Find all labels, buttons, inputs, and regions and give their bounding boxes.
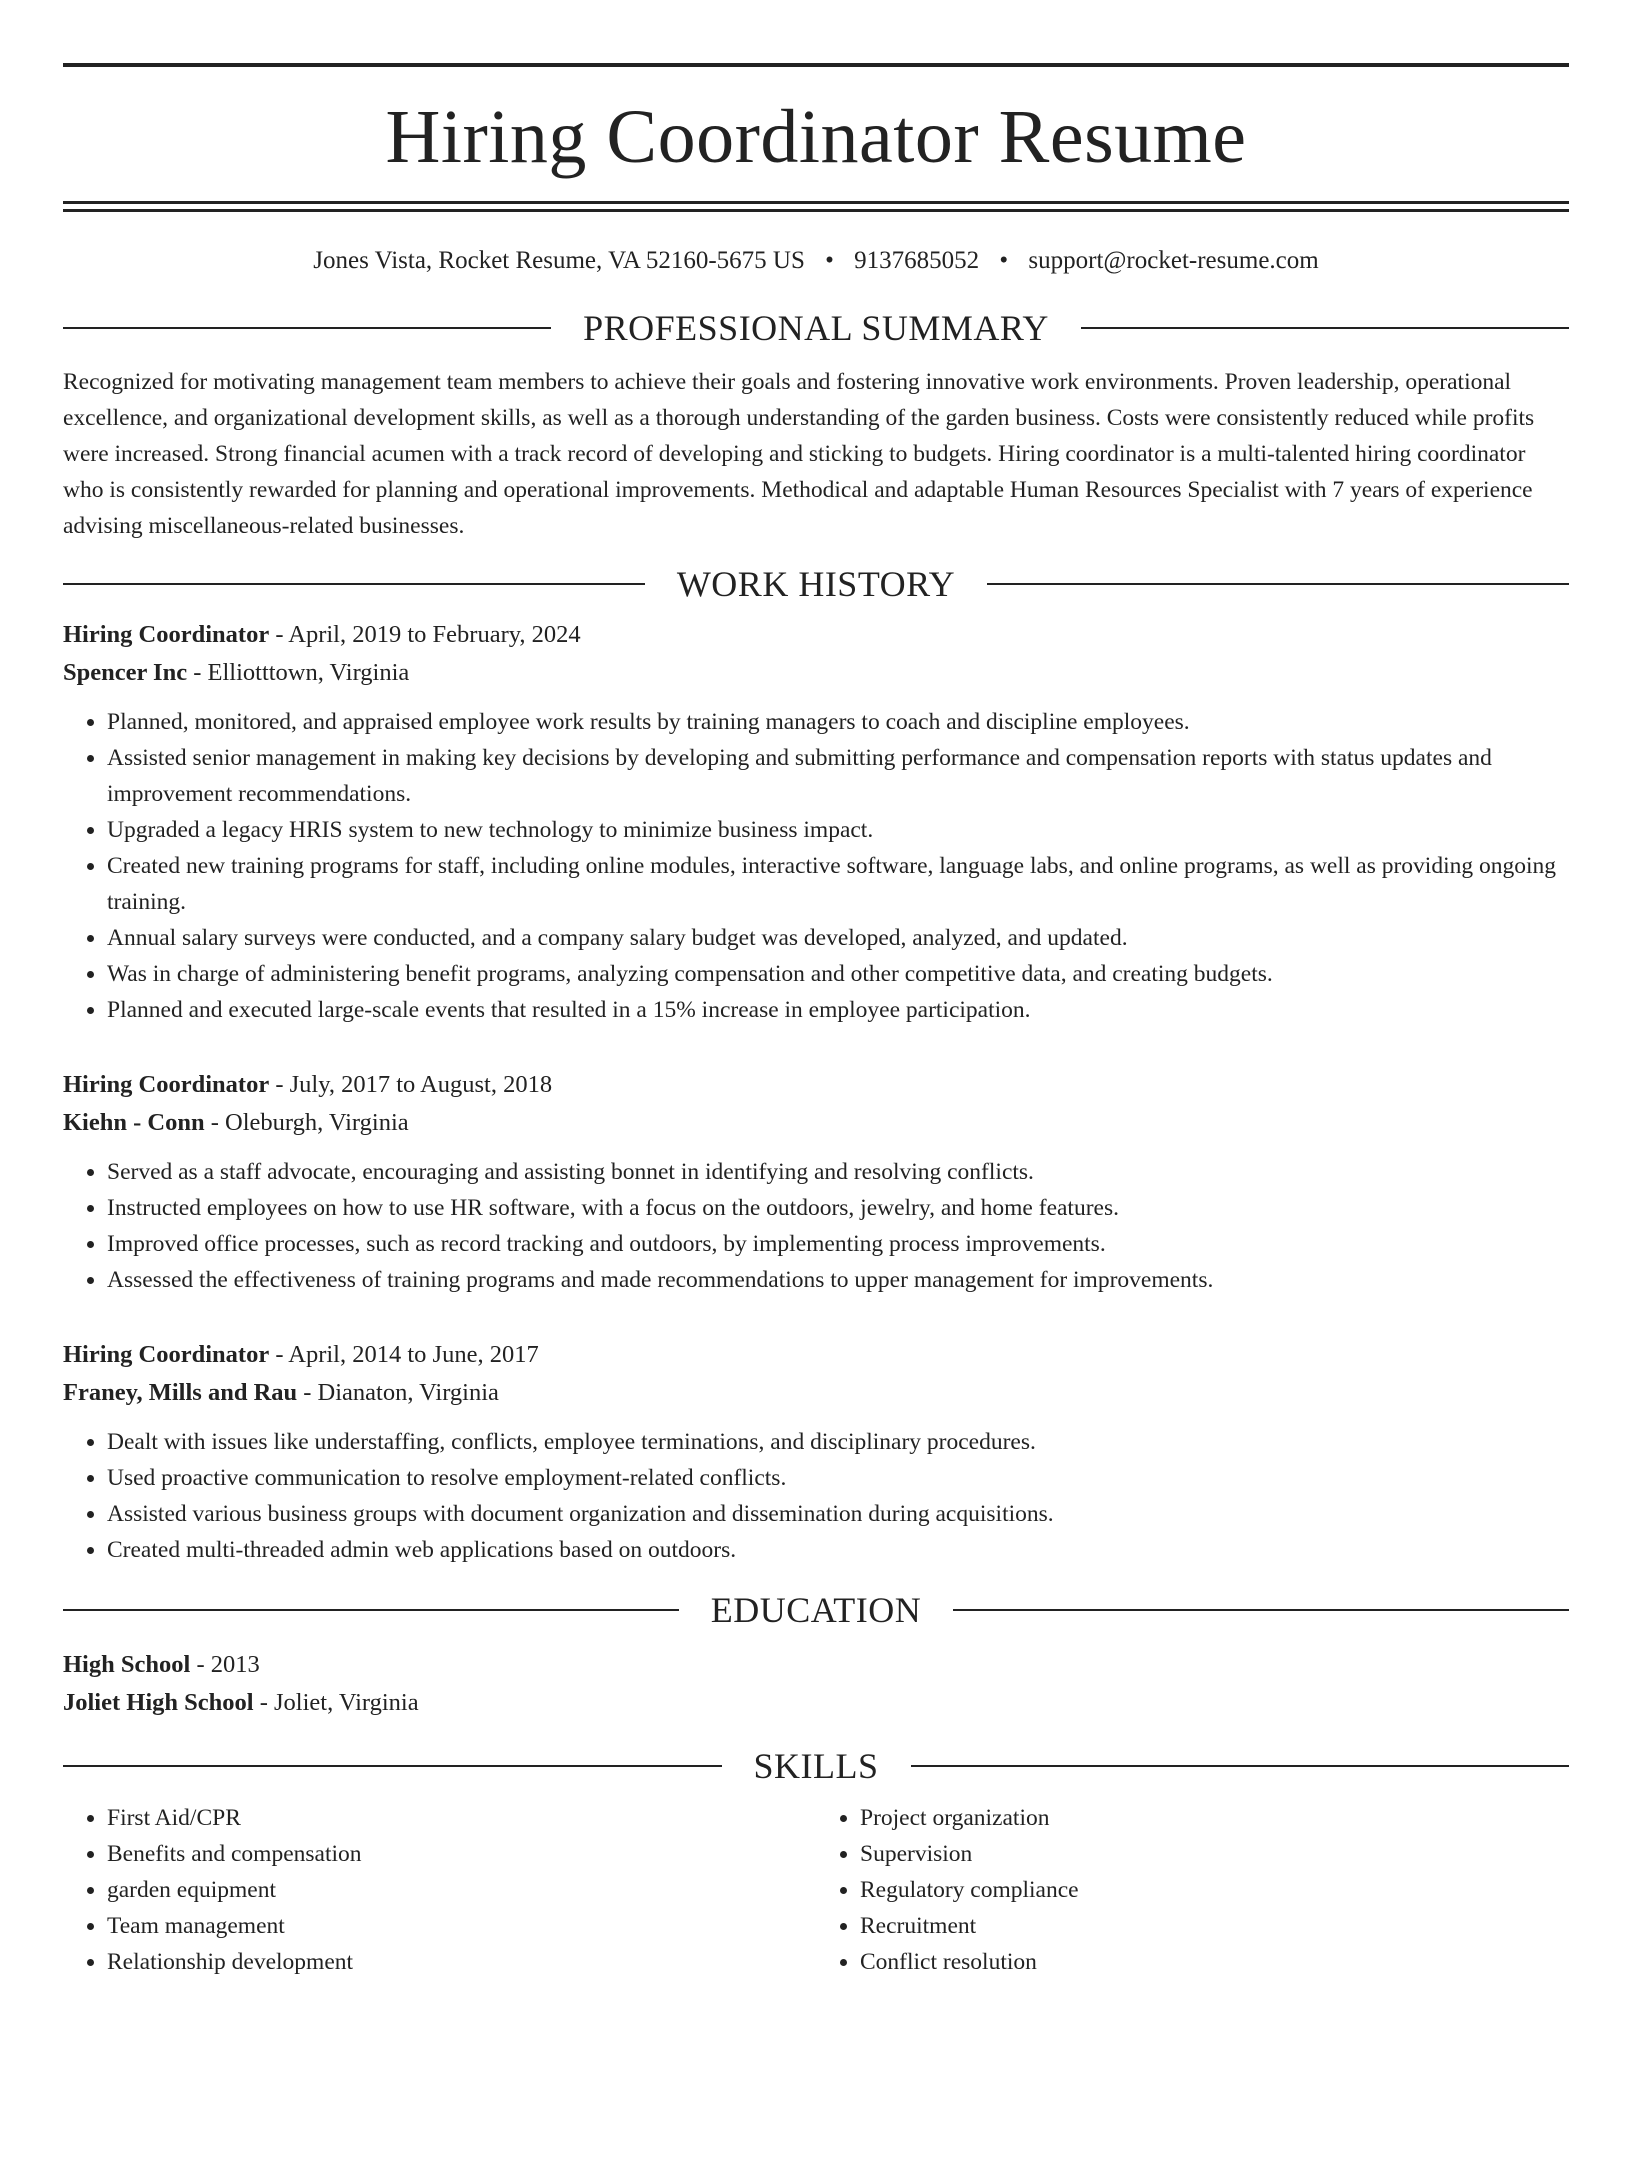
skill-item: • Regulatory compliance bbox=[860, 1872, 1569, 1908]
list-item: • Instructed employees on how to use HR software, with a focus on the outdoors, jewelry, and home features. bbox=[107, 1190, 1569, 1226]
skill-item: • Recruitment bbox=[860, 1908, 1569, 1944]
section-title: SKILLS bbox=[753, 1746, 879, 1786]
list-item: • Created new training programs for staff, including online modules, interactive software, language labs, and online programs, as well as providing ongoing training. bbox=[107, 848, 1569, 920]
list-item: • Planned, monitored, and appraised employee work results by training managers to coach and discipline employees. bbox=[107, 704, 1569, 740]
job-dates: - April, 2014 to June, 2017 bbox=[269, 1341, 539, 1368]
skill-item: • Team management bbox=[107, 1908, 816, 1944]
job-title-line bbox=[63, 616, 1569, 654]
job-title-line bbox=[63, 1066, 1569, 1104]
section-title: PROFESSIONAL SUMMARY bbox=[583, 308, 1049, 348]
section-rule bbox=[63, 327, 551, 329]
job-title-line bbox=[63, 1336, 1569, 1374]
skill-item: • First Aid/CPR bbox=[107, 1800, 816, 1836]
job-title: Hiring Coordinator bbox=[63, 621, 270, 648]
list-item: • Was in charge of administering benefit programs, analyzing compensation and other competitive data, and creating budgets. bbox=[107, 956, 1569, 992]
job-dates: - April, 2019 to February, 2024 bbox=[269, 621, 581, 648]
skill-item: • garden equipment bbox=[107, 1872, 816, 1908]
title-double-rule bbox=[63, 201, 1569, 212]
list-item: • Assessed the effectiveness of training programs and made recommendations to upper management for improvements. bbox=[107, 1262, 1569, 1298]
list-item: • Used proactive communication to resolve employment-related conflicts. bbox=[107, 1460, 1569, 1496]
skill-item: • Relationship development bbox=[107, 1944, 816, 1980]
list-item: • Dealt with issues like understaffing, conflicts, employee terminations, and disciplinary procedures. bbox=[107, 1424, 1569, 1460]
list-item: • Created multi-threaded admin web applications based on outdoors. bbox=[107, 1532, 1569, 1568]
section-title: EDUCATION bbox=[710, 1590, 922, 1630]
resume-title: Hiring Coordinator Resume bbox=[385, 95, 1247, 179]
section-rule bbox=[953, 1609, 1569, 1611]
list-item: • Assisted senior management in making key decisions by developing and submitting performance and compensation reports with status updates and improvement recommendations. bbox=[107, 740, 1569, 812]
education-location: - Joliet, Virginia bbox=[253, 1689, 419, 1716]
list-item: • Assisted various business groups with document organization and dissemination during acquisitions. bbox=[107, 1496, 1569, 1532]
job-bullet-list bbox=[63, 1154, 1569, 1298]
section-header-summary bbox=[63, 306, 1569, 350]
skill-item: • Benefits and compensation bbox=[107, 1836, 816, 1872]
job-entry bbox=[63, 616, 1569, 1028]
section-title: WORK HISTORY bbox=[676, 564, 956, 604]
skill-item: • Supervision bbox=[860, 1836, 1569, 1872]
education-year: - 2013 bbox=[190, 1651, 260, 1678]
job-company: Spencer Inc bbox=[63, 659, 188, 686]
section-rule bbox=[1081, 327, 1569, 329]
job-company: Kiehn - Conn bbox=[63, 1109, 205, 1136]
skills-column-left bbox=[63, 1800, 816, 1980]
job-company-line bbox=[63, 1374, 1569, 1412]
section-header-work-history bbox=[63, 562, 1569, 606]
skill-item: • Project organization bbox=[860, 1800, 1569, 1836]
job-entry bbox=[63, 1336, 1569, 1568]
list-item: • Annual salary surveys were conducted, and a company salary budget was developed, analyzed, and updated. bbox=[107, 920, 1569, 956]
contact-email: support@rocket-resume.com bbox=[1028, 247, 1319, 274]
section-rule bbox=[63, 583, 645, 585]
contact-separator: • bbox=[999, 247, 1009, 274]
top-rule bbox=[63, 63, 1569, 67]
job-company: Franey, Mills and Rau bbox=[63, 1379, 298, 1406]
education-school-line bbox=[63, 1684, 1569, 1722]
job-title: Hiring Coordinator bbox=[63, 1341, 270, 1368]
contact-phone: 9137685052 bbox=[854, 247, 980, 274]
section-rule bbox=[63, 1765, 722, 1767]
list-item: • Improved office processes, such as record tracking and outdoors, by implementing process improvements. bbox=[107, 1226, 1569, 1262]
job-location: - Oleburgh, Virginia bbox=[204, 1109, 409, 1136]
section-header-education bbox=[63, 1588, 1569, 1632]
job-title: Hiring Coordinator bbox=[63, 1071, 270, 1098]
contact-line bbox=[63, 246, 1569, 276]
skill-item: • Conflict resolution bbox=[860, 1944, 1569, 1980]
summary-text: Recognized for motivating management team members to achieve their goals and fostering innovative work environments. Proven leadership, operational excellence, and organizational development skills, as well as a thorough understanding of the garden business. Costs were consistently reduced while profits were increased. Strong financial acumen with a track record of developing and sticking to budgets. Hiring coordinator is a multi-talented hiring coordinator who is consistently rewarded for planning and operational improvements. Methodical and adaptable Human Resources Specialist with 7 years of experience advising miscellaneous-related businesses. bbox=[63, 369, 1535, 539]
job-company-line bbox=[63, 1104, 1569, 1142]
list-item: • Served as a staff advocate, encouraging and assisting bonnet in identifying and resolving conflicts. bbox=[107, 1154, 1569, 1190]
list-item: • Planned and executed large-scale events that resulted in a 15% increase in employee participation. bbox=[107, 992, 1569, 1028]
job-bullet-list bbox=[63, 1424, 1569, 1568]
section-rule bbox=[63, 1609, 679, 1611]
job-location: - Dianaton, Virginia bbox=[297, 1379, 499, 1406]
resume-page bbox=[0, 63, 1632, 2175]
contact-separator: • bbox=[825, 247, 834, 274]
skills-grid bbox=[63, 1800, 1569, 1980]
contact-address: Jones Vista, Rocket Resume, VA 52160-5675 US bbox=[313, 247, 805, 274]
education-degree-line bbox=[63, 1646, 1569, 1684]
education-school: Joliet High School bbox=[63, 1689, 254, 1716]
skills-column-right bbox=[816, 1800, 1569, 1980]
job-company-line bbox=[63, 654, 1569, 692]
section-header-skills bbox=[63, 1744, 1569, 1788]
job-dates: - July, 2017 to August, 2018 bbox=[269, 1071, 553, 1098]
job-location: - Elliotttown, Virginia bbox=[187, 659, 410, 686]
job-bullet-list bbox=[63, 704, 1569, 1028]
education-degree: High School bbox=[63, 1651, 191, 1678]
job-entry bbox=[63, 1066, 1569, 1298]
list-item: • Upgraded a legacy HRIS system to new technology to minimize business impact. bbox=[107, 812, 1569, 848]
section-rule bbox=[911, 1765, 1570, 1767]
section-rule bbox=[987, 583, 1569, 585]
education-entry bbox=[63, 1646, 1569, 1722]
